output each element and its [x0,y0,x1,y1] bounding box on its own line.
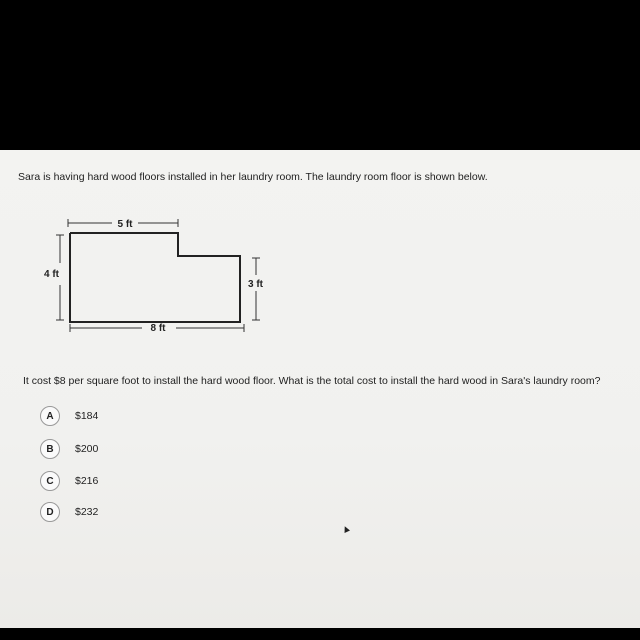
choice-b-letter[interactable]: B [40,439,60,459]
question-prompt: Sara is having hard wood floors installed in her laundry room. The laundry room floor is shown below. [18,171,488,183]
choice-d[interactable] [40,502,98,522]
label-top: 5 ft [117,219,133,230]
choice-a-text[interactable]: $184 [75,410,99,422]
choice-c-text[interactable]: $216 [75,475,99,487]
floor-plan-diagram [44,213,280,338]
floor-outline [70,233,240,322]
choice-c[interactable] [40,471,98,491]
choice-d-letter[interactable]: D [40,502,60,522]
choice-b[interactable] [40,439,98,459]
cost-question: It cost $8 per square foot to install the hard wood floor. What is the total cost to install the hard wood in Sara's laundry room? [23,375,601,387]
label-left: 4 ft [44,269,59,280]
question-screen [0,150,640,628]
choice-c-letter[interactable]: C [40,471,60,491]
mouse-cursor-icon [342,525,350,533]
choice-a-letter[interactable]: A [40,406,60,426]
choice-a[interactable] [40,406,98,426]
label-right: 3 ft [248,279,263,290]
label-bottom: 8 ft [150,323,166,334]
choice-d-text[interactable]: $232 [75,506,99,518]
choice-b-text[interactable]: $200 [75,443,99,455]
